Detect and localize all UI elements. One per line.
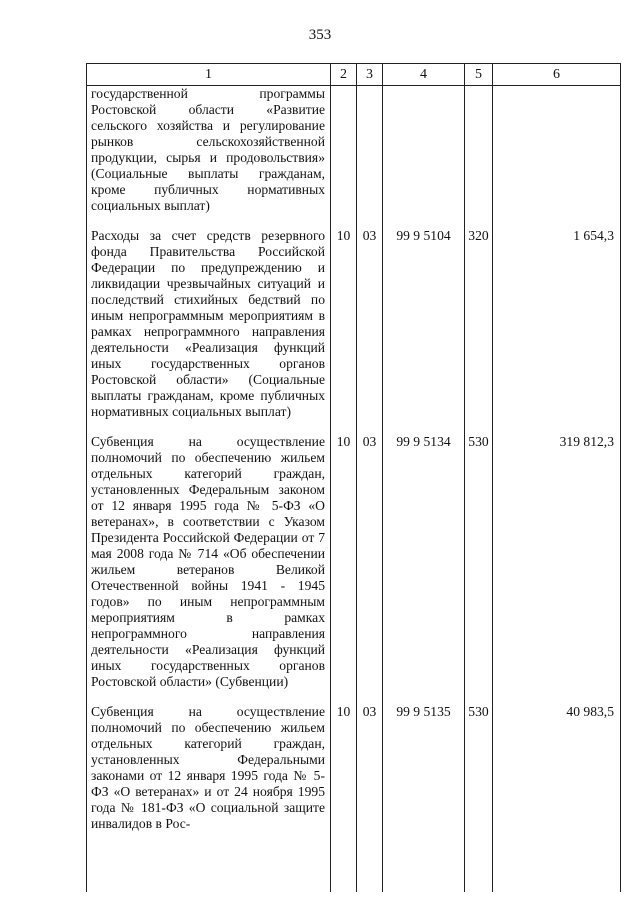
row-expense-type: 530 [465, 704, 493, 892]
page-number: 353 [308, 27, 332, 43]
row-description: государственной программы Ростовской области «Развитие сельского хозяйства и регулирование рынков сельскохозяйственной продукции, сырья и продовольствия» (Социальные выплаты гражданам, кроме публичных нормативных социальных выплат) [87, 86, 331, 229]
budget-table [86, 63, 621, 892]
row-target-code: 99 9 5135 [383, 704, 465, 892]
row-description: Субвенция на осуществление полномочий по обеспечению жильем отдельных категорий граждан, установленных Федеральным законом от 12 января 1995 года № 5-ФЗ «О ветеранах», в соответствии с Указом Президента Российской Федерации от 7 мая 2008 года № 714 «Об обеспечении жильем ветеранов Великой Отечественной войны 1941 - 1945 годов» по иным непрограммным мероприятиям в рамках непрограммного направления деятельности «Реализация функций иных государственных органов Ростовской области» (Субвенции) [87, 434, 331, 704]
row-target-code: 99 9 5104 [383, 228, 465, 434]
row-subsection: 03 [357, 228, 383, 434]
row-amount: 40 983,5 [493, 704, 621, 892]
row-section: 10 [331, 434, 357, 704]
header-row [87, 64, 621, 86]
row-description: Субвенция на осуществление полномочий по обеспечению жильем отдельных категорий граждан, установленных Федеральными законами от 12 января 1995 года № 5-ФЗ «О ветеранах» и от 24 ноября 1995 года № 181-ФЗ «О социальной защите инвалидов в Рос- [87, 704, 331, 892]
column-header-5: 5 [465, 64, 493, 86]
row-expense-type: 530 [465, 434, 493, 704]
row-section [331, 86, 357, 229]
row-expense-type: 320 [465, 228, 493, 434]
column-header-3: 3 [357, 64, 383, 86]
row-target-code: 99 9 5134 [383, 434, 465, 704]
column-header-1: 1 [87, 64, 331, 86]
table-row [87, 86, 621, 229]
table-row [87, 704, 621, 892]
column-header-6: 6 [493, 64, 621, 86]
row-target-code [383, 86, 465, 229]
row-subsection: 03 [357, 434, 383, 704]
row-description: Расходы за счет средств резервного фонда Правительства Российской Федерации по предупреждению и ликвидации чрезвычайных ситуаций и последствий стихийных бедствий по иным непрограммным мероприятиям в рамках непрограммного направления деятельности «Реализация функций иных государственных органов Ростовской области» (Социальные выплаты гражданам, кроме публичных нормативных социальных выплат) [87, 228, 331, 434]
table-row [87, 228, 621, 434]
row-amount: 319 812,3 [493, 434, 621, 704]
column-header-2: 2 [331, 64, 357, 86]
row-amount: 1 654,3 [493, 228, 621, 434]
column-header-4: 4 [383, 64, 465, 86]
row-amount [493, 86, 621, 229]
row-expense-type [465, 86, 493, 229]
row-section: 10 [331, 704, 357, 892]
row-subsection: 03 [357, 704, 383, 892]
table-row [87, 434, 621, 704]
row-section: 10 [331, 228, 357, 434]
row-subsection [357, 86, 383, 229]
